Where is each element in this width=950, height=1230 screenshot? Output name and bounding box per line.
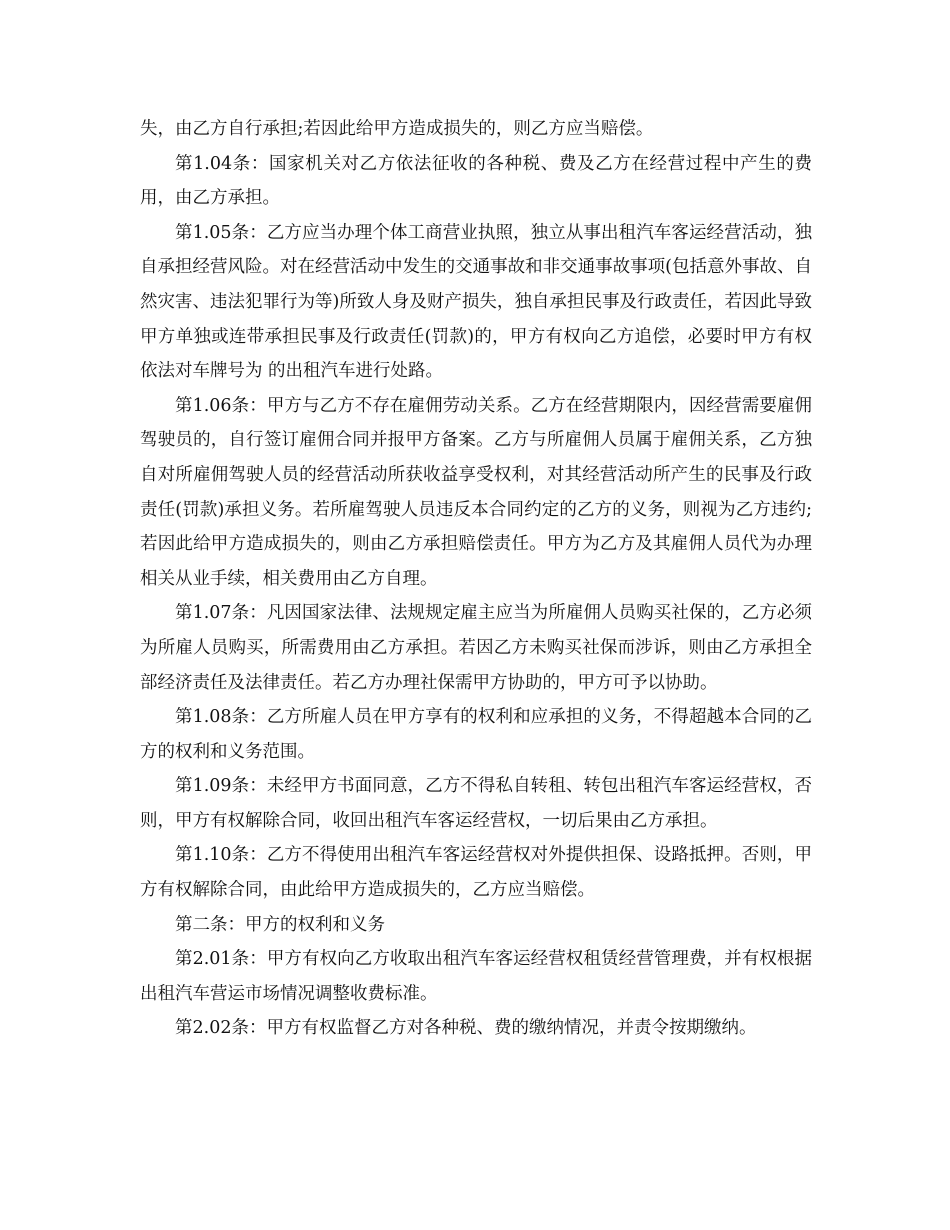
- clause-1-04: 第1.04条：国家机关对乙方依法征收的各种税、费及乙方在经营过程中产生的费用，由乙方承担。: [140, 153, 812, 209]
- section-heading-2: 第二条：甲方的权利和义务: [175, 914, 385, 935]
- clause-1-07: 第1.07条：凡因国家法律、法规规定雇主应当为所雇佣人员购买社保的，乙方必须为所雇人员购买，所需费用由乙方承担。若因乙方未购买社保而涉诉，则由乙方承担全部经济责任及法律责任。若乙方办理社保需甲方协助的，甲方可予以协助。: [140, 603, 812, 693]
- clause-2-02: 第2.02条：甲方有权监督乙方对各种税、费的缴纳情况，并责令按期缴纳。: [175, 1018, 757, 1039]
- clause-1-09: 第1.09条：未经甲方书面同意，乙方不得私自转租、转包出租汽车客运经营权，否则，甲方有权解除合同，收回出租汽车客运经营权，一切后果由乙方承担。: [140, 776, 812, 831]
- clause-1-05: 第1.05条：乙方应当办理个体工商营业执照，独立从事出租汽车客运经营活动，独自承担经营风险。对在经营活动中发生的交通事故和非交通事故事项(包括意外事故、自然灾害、违法犯罪行为等)所致人身及财产损失，独自承担民事及行政责任，若因此导致甲方单独或连带承担民事及行政责任(罚款)的，甲方有权向乙方追偿，必要时甲方有权依法对车牌号为 的出租汽车进行处路。: [140, 222, 812, 382]
- clause-2-01: 第2.01条：甲方有权向乙方收取出租汽车客运经营权租赁经营管理费，并有权根据出租汽车营运市场情况调整收费标准。: [140, 949, 812, 1004]
- clause-1-06: 第1.06条：甲方与乙方不存在雇佣劳动关系。乙方在经营期限内，因经营需要雇佣驾驶员的，自行签订雇佣合同并报甲方备案。乙方与所雇佣人员属于雇佣关系，乙方独自对所雇佣驾驶人员的经营活动所获收益享受权利，对其经营活动所产生的民事及行政责任(罚款)承担义务。若所雇驾驶人员违反本合同约定的乙方的义务，则视为乙方违约;若因此给甲方造成损失的，则由乙方承担赔偿责任。甲方为乙方及其雇佣人员代为办理相关从业手续，相关费用由乙方自理。: [140, 395, 812, 589]
- clause-1-08: 第1.08条：乙方所雇人员在甲方享有的权利和应承担的义务，不得超越本合同的乙方的权利和义务范围。: [140, 707, 812, 762]
- paragraph-continuation: 失，由乙方自行承担;若因此给甲方造成损失的，则乙方应当赔偿。: [140, 119, 654, 139]
- document-body: [140, 112, 812, 1046]
- clause-1-10: 第1.10条：乙方不得使用出租汽车客运经营权对外提供担保、设路抵押。否则，甲方有权解除合同，由此给甲方造成损失的，乙方应当赔偿。: [140, 845, 812, 901]
